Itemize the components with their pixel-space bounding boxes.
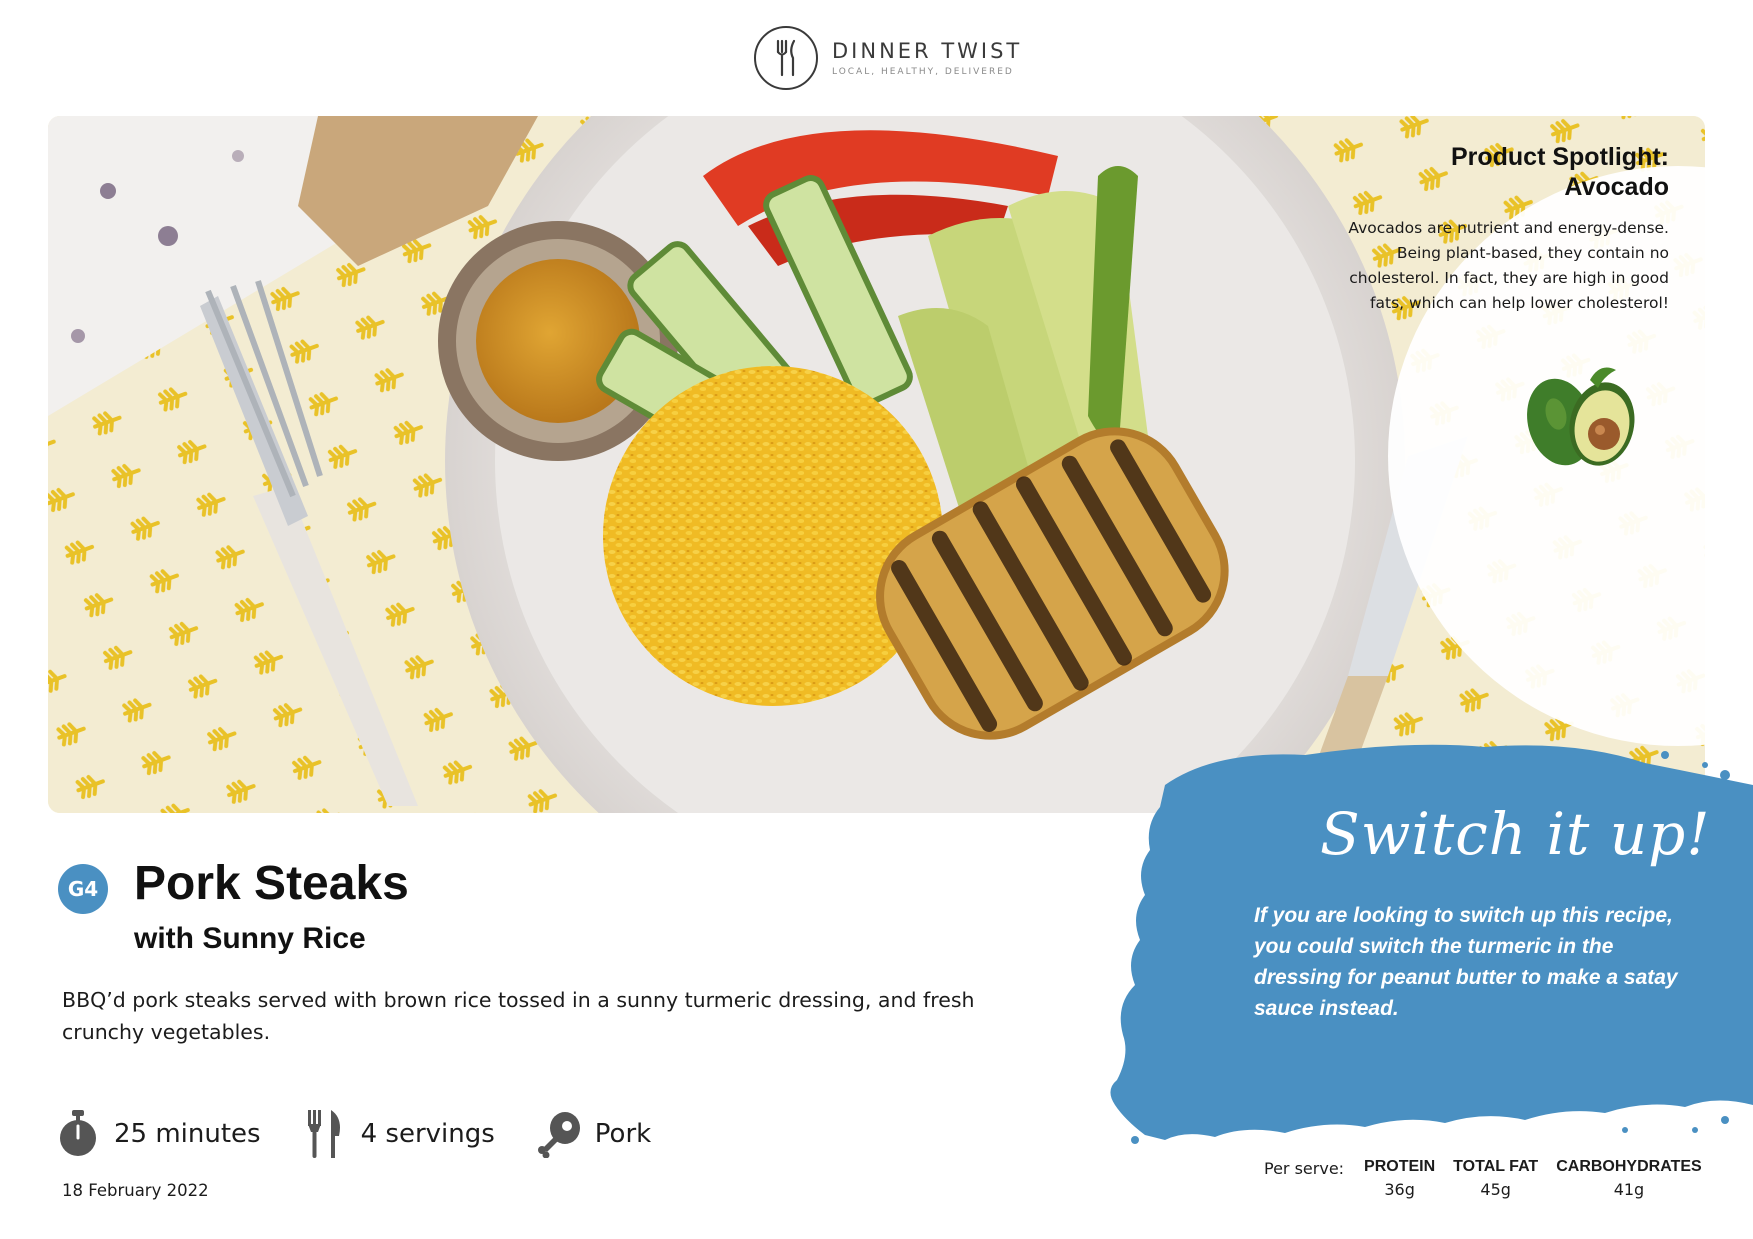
- recipe-date: 18 February 2022: [62, 1181, 209, 1200]
- nutrition-info: [1264, 1158, 1720, 1199]
- nutrition-label: PROTEIN: [1364, 1158, 1436, 1175]
- recipe-code-badge: G4: [58, 864, 108, 914]
- nutrition-label: TOTAL FAT: [1453, 1158, 1539, 1175]
- product-spotlight: [1344, 142, 1669, 316]
- cutlery-icon: [303, 1108, 347, 1160]
- spotlight-body: Avocados are nutrient and energy-dense. Being plant-based, they contain no cholesterol. In fact, they are high in good fats, which can help lower cholesterol!: [1348, 219, 1669, 312]
- recipe-title: Pork Steaks: [134, 857, 409, 910]
- recipe-description: BBQ’d pork steaks served with brown rice tossed in a sunny turmeric dressing, and fresh crunchy vegetables.: [62, 988, 975, 1044]
- brand-tagline: LOCAL, HEALTHY, DELIVERED: [832, 67, 1014, 77]
- switch-it-up-title: Switch it up!: [1320, 800, 1711, 868]
- spotlight-title: Product Spotlight:: [1450, 143, 1669, 171]
- cook-time-label: 25 minutes: [114, 1119, 261, 1149]
- per-serve-label: Per serve:: [1264, 1159, 1345, 1178]
- servings: [303, 1108, 495, 1160]
- protein-type: [537, 1108, 651, 1160]
- pork-leg-icon: [537, 1108, 581, 1160]
- servings-label: 4 servings: [360, 1119, 495, 1149]
- avocado-icon: [1520, 362, 1640, 472]
- nutrition-value: 41g: [1613, 1180, 1645, 1199]
- recipe-subtitle: with Sunny Rice: [134, 922, 366, 955]
- brand-logo: [754, 24, 1022, 92]
- fork-knife-logo-icon: [754, 26, 818, 90]
- brand-name: DINNER TWIST: [832, 39, 1023, 63]
- nutrition-total-fat: [1453, 1158, 1538, 1199]
- nutrition-value: 45g: [1480, 1180, 1511, 1199]
- cook-time: [56, 1108, 261, 1160]
- nutrition-label: CARBOHYDRATES: [1556, 1158, 1702, 1175]
- spotlight-product: Avocado: [1564, 173, 1669, 201]
- nutrition-carbohydrates: [1556, 1158, 1701, 1199]
- nutrition-value: 36g: [1384, 1180, 1415, 1199]
- switch-it-up-body: If you are looking to switch up this recipe, you could switch the turmeric in the dressing for peanut butter to make a satay sauce instead.: [1254, 904, 1678, 1020]
- protein-type-label: Pork: [594, 1119, 652, 1149]
- nutrition-protein: [1364, 1158, 1435, 1199]
- recipe-meta: [56, 1108, 693, 1160]
- timer-icon: [56, 1108, 100, 1160]
